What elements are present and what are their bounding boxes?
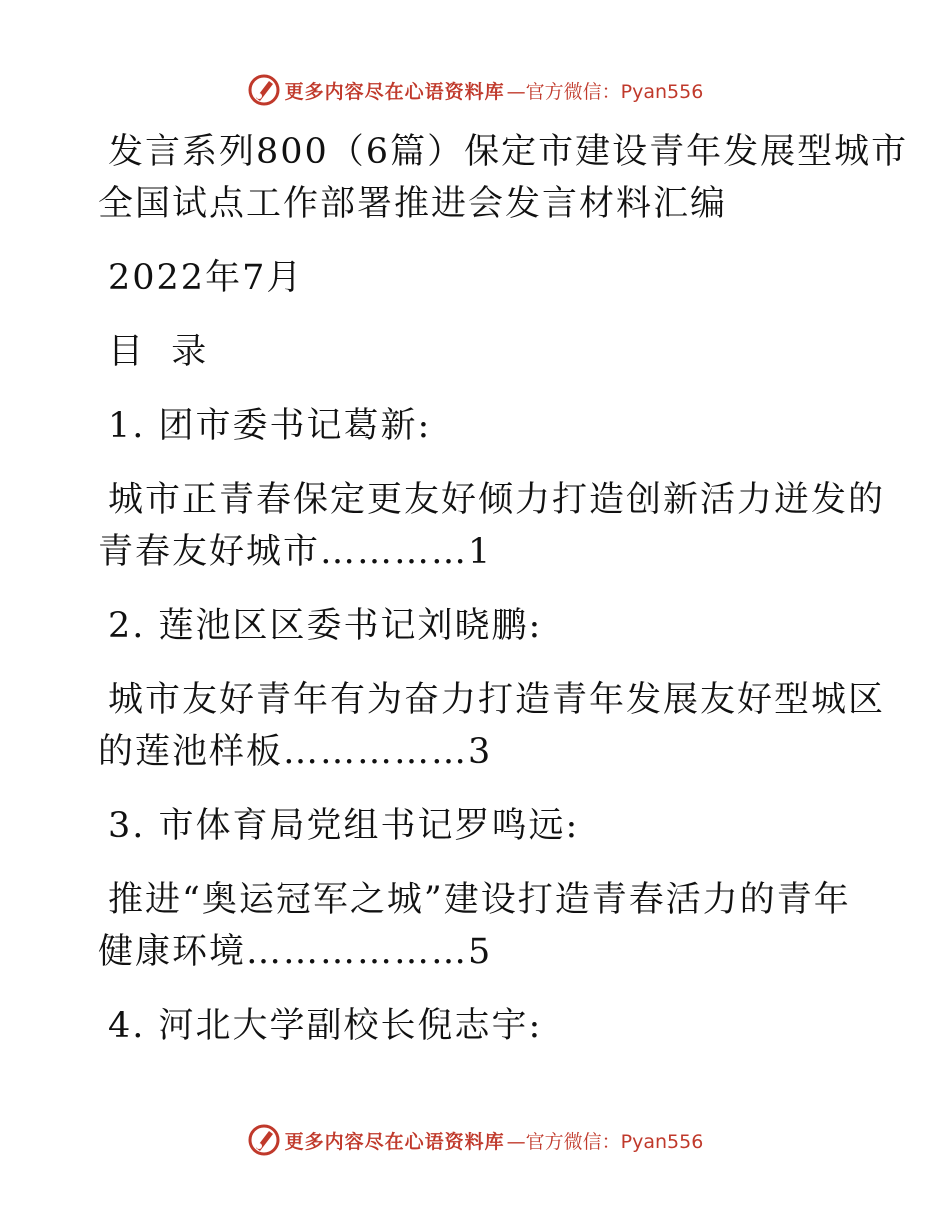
document-title-line-2: 全国试点工作部署推进会发言材料汇编 — [98, 184, 728, 224]
toc-entry-title: 城市友好青年有为奋力打造青年发展友好型城区 — [108, 680, 886, 720]
toc-entry-speaker: 4. 河北大学副校长倪志宇: — [108, 1006, 543, 1046]
toc-entry-speaker: 1. 团市委书记葛新: — [108, 406, 432, 446]
toc-entry-title-cont: 青春友好城市…………1 — [98, 532, 493, 572]
watermark-footer — [0, 1120, 950, 1160]
brand-logo-icon — [247, 73, 281, 107]
brand-logo-icon — [247, 1123, 281, 1157]
watermark-contact-text: —官方微信：Pyan556 — [506, 80, 704, 103]
toc-heading: 目 录 — [108, 332, 209, 372]
toc-entry-speaker: 2. 莲池区区委书记刘晓鹏: — [108, 606, 543, 646]
toc-entry-title-cont: 健康环境………………5 — [98, 932, 493, 972]
watermark-contact-text: —官方微信：Pyan556 — [506, 1130, 704, 1153]
document-date: 2022年7月 — [108, 258, 304, 298]
watermark-header — [0, 70, 950, 110]
toc-entry-title-cont: 的莲池样板……………3 — [98, 732, 493, 772]
document-body — [98, 126, 909, 1052]
watermark-main-text: 更多内容尽在心语资料库 — [284, 80, 505, 103]
toc-entry-title: 推进“奥运冠军之城”建设打造青春活力的青年 — [108, 880, 851, 920]
toc-entry-speaker: 3. 市体育局党组书记罗鸣远: — [108, 806, 580, 846]
document-title-line-1: 发言系列800（6篇）保定市建设青年发展型城市 — [108, 132, 909, 172]
toc-entry-title: 城市正青春保定更友好倾力打造创新活力迸发的 — [108, 480, 886, 520]
watermark-main-text: 更多内容尽在心语资料库 — [284, 1130, 505, 1153]
